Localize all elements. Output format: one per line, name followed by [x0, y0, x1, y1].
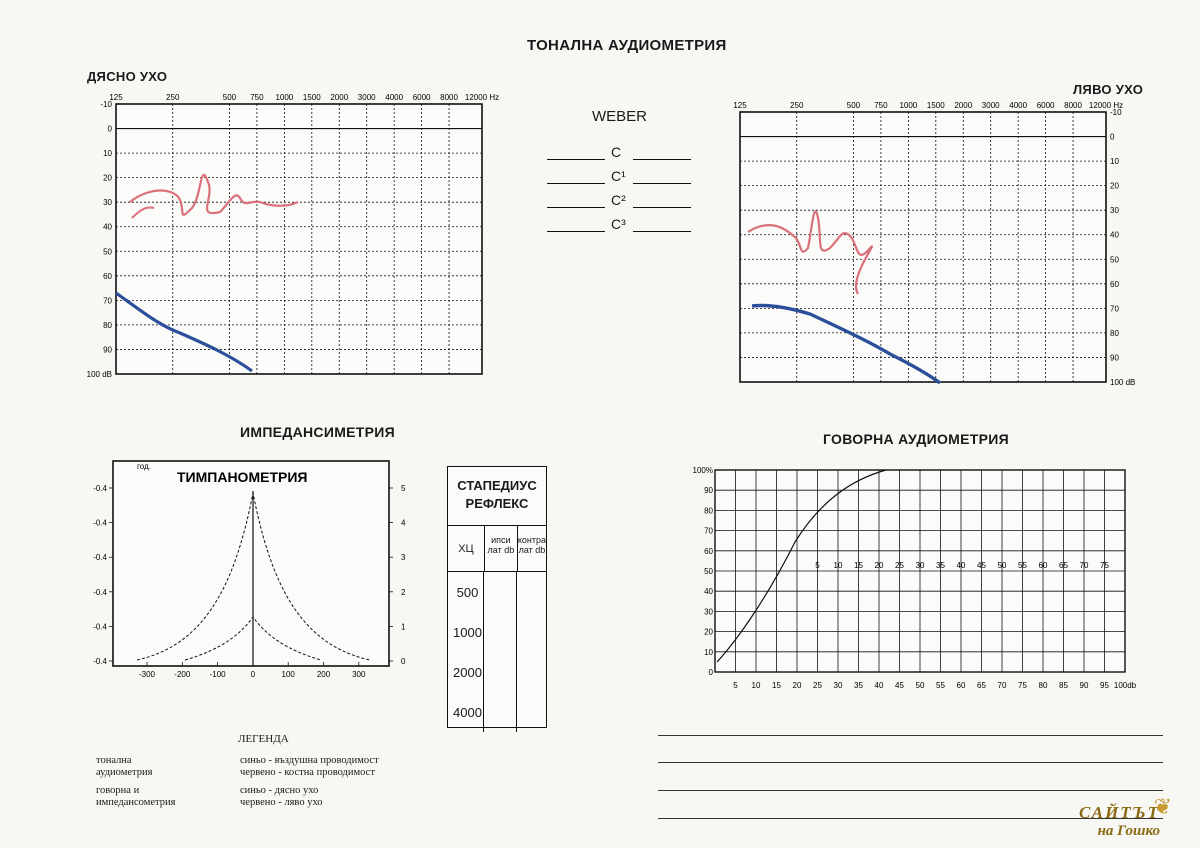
- stapedius-contra-cell[interactable]: [517, 612, 546, 652]
- tymp-right-tick: 4: [401, 518, 406, 528]
- stapedius-contra-cell[interactable]: [517, 652, 546, 692]
- db-tick-label: 50: [1110, 255, 1119, 265]
- stapedius-header: [448, 526, 546, 572]
- speech-mid-tick: 20: [874, 561, 884, 570]
- speech-mid-tick: 75: [1100, 561, 1109, 570]
- watermark-line-2: на Гошко: [1097, 823, 1160, 839]
- right-ear-title: ДЯСНО УХО: [87, 69, 168, 84]
- speech-x-tick: 45: [895, 681, 904, 690]
- page-title: ТОНАЛНА АУДИОМЕТРИЯ: [527, 37, 727, 54]
- speech-x-tick: 30: [833, 681, 843, 690]
- weber-blank-left[interactable]: [547, 231, 605, 232]
- weber-label: C: [611, 144, 622, 160]
- audiogram-db-labels: [87, 100, 113, 379]
- freq-tick-label: 1500: [926, 101, 945, 110]
- speech-y-tick: 20: [704, 627, 713, 637]
- left-ear-title: ЛЯВО УХО: [1073, 82, 1144, 97]
- freq-tick-label: 3000: [357, 93, 376, 102]
- weber-blank-left[interactable]: [547, 159, 605, 160]
- note-line-2: [658, 762, 1163, 763]
- speech-x-tick: 85: [1059, 681, 1068, 690]
- weber-row: [547, 136, 707, 160]
- speech-x-tick: 90: [1079, 681, 1089, 690]
- legend-tonal-values: [240, 755, 379, 779]
- stapedius-freq: 2000: [448, 652, 484, 692]
- db-tick-label: 0: [1110, 132, 1115, 142]
- stapedius-row: [448, 612, 546, 652]
- stapedius-freq: 4000: [448, 692, 484, 732]
- freq-tick-label: 6000: [412, 93, 431, 102]
- speech-title: ГОВОРНА АУДИОМЕТРИЯ: [823, 431, 1009, 447]
- impedance-title: ИМПЕДАНСИМЕТРИЯ: [240, 424, 396, 440]
- speech-x-tick: 55: [936, 681, 945, 690]
- db-tick-label: 10: [103, 149, 112, 159]
- freq-tick-label: 12000 Hz: [464, 93, 500, 102]
- db-tick-label: 40: [1110, 230, 1119, 240]
- stapedius-title: СТАПЕДИУС РЕФЛЕКС: [448, 467, 546, 526]
- weber-blank-right[interactable]: [633, 159, 691, 160]
- tymp-x-tick: 200: [316, 670, 331, 679]
- db-tick-label: 70: [1110, 304, 1119, 314]
- legend-left-ear: червено - ляво ухо: [240, 797, 323, 808]
- freq-tick-label: 2000: [330, 93, 349, 102]
- db-tick-label: 90: [1110, 353, 1119, 363]
- freq-tick-label: 1000: [899, 101, 918, 110]
- tymp-left-tick: -0.4: [93, 484, 107, 493]
- db-tick-label: 20: [1110, 181, 1119, 191]
- freq-tick-label: 8000: [440, 93, 458, 102]
- speech-grid: [715, 470, 1125, 672]
- tympanometry-frame: [113, 461, 389, 666]
- tymp-right-tick: 0: [401, 657, 406, 666]
- stapedius-freq: 500: [448, 572, 484, 612]
- speech-mid-tick: 35: [936, 561, 945, 570]
- tymp-x-tick: -200: [174, 670, 191, 679]
- stapedius-ipsi-cell[interactable]: [484, 652, 517, 692]
- freq-tick-label: 250: [166, 93, 180, 102]
- db-tick-label: 60: [1110, 279, 1119, 289]
- ipsi-header: ипси лат db: [485, 526, 518, 571]
- tymp-left-tick: -0.4: [93, 518, 107, 528]
- stapedius-row: [448, 572, 546, 612]
- speech-mid-tick: 60: [1038, 561, 1048, 570]
- freq-tick-label: 1500: [302, 93, 321, 102]
- db-tick-label: -10: [100, 100, 112, 109]
- speech-y-tick: 60: [704, 546, 713, 556]
- speech-x-tick: 70: [997, 681, 1007, 690]
- right-ear-audiogram: [80, 90, 520, 385]
- audiogram-freq-labels: [733, 101, 1123, 110]
- stapedius-contra-cell[interactable]: [517, 692, 546, 732]
- tymp-x-tick: -100: [209, 670, 226, 679]
- tymp-x-tick: 0: [250, 670, 256, 679]
- weber-row: [547, 160, 707, 184]
- freq-tick-label: 3000: [981, 101, 1000, 110]
- speech-y-tick: 80: [704, 506, 713, 516]
- stapedius-ipsi-cell[interactable]: [484, 612, 517, 652]
- weber-blank-left[interactable]: [547, 207, 605, 208]
- speech-x-tick: 25: [813, 681, 822, 690]
- speech-mid-tick: 55: [1018, 561, 1027, 570]
- speech-y-tick: 90: [704, 486, 713, 496]
- stapedius-freq: 1000: [448, 612, 484, 652]
- tymp-left-tick: -0.4: [93, 622, 107, 632]
- db-tick-label: 10: [1110, 157, 1119, 167]
- freq-tick-label: 250: [790, 101, 804, 110]
- weber-label: C³: [611, 216, 626, 232]
- speech-y-tick: 30: [704, 607, 713, 617]
- db-tick-label: 80: [1110, 328, 1119, 338]
- speech-mid-tick: 5: [815, 561, 820, 570]
- db-tick-label: 90: [103, 345, 112, 355]
- speech-y-tick: 10: [704, 647, 713, 657]
- speech-y-tick: 70: [704, 526, 713, 536]
- freq-tick-label: 4000: [1009, 101, 1028, 110]
- watermark-line-1: САЙТЪТ: [1079, 803, 1160, 822]
- speech-mid-tick: 25: [895, 561, 904, 570]
- weber-blank-right[interactable]: [633, 183, 691, 184]
- speech-x-tick: 100db: [1113, 681, 1137, 690]
- freq-tick-label: 500: [846, 101, 861, 110]
- db-tick-label: 100 dB: [1110, 378, 1136, 387]
- stapedius-row: [448, 652, 546, 692]
- freq-tick-label: 2000: [954, 101, 973, 110]
- tymp-right-tick: 2: [401, 587, 406, 597]
- speech-y-tick: 100%: [692, 466, 713, 475]
- speech-y-tick: 0: [708, 668, 713, 677]
- speech-mid-tick: 15: [854, 561, 863, 570]
- speech-x-tick: 80: [1038, 681, 1048, 690]
- speech-x-tick: 40: [874, 681, 884, 690]
- freq-tick-label: 750: [874, 101, 888, 110]
- weber-row: [547, 184, 707, 208]
- corner-label: год.: [137, 462, 151, 471]
- audiogram-db-labels: [1110, 108, 1135, 387]
- freq-tick-label: 750: [250, 93, 264, 102]
- weber-label: C¹: [611, 168, 626, 184]
- speech-mid-tick: 50: [997, 561, 1007, 570]
- speech-mid-tick: 30: [915, 561, 925, 570]
- tympanometry-chart: [85, 455, 405, 685]
- contra-header: контра лат db: [517, 535, 546, 555]
- tympanometry-title: ТИМПАНОМЕТРИЯ: [177, 469, 308, 485]
- speech-mid-tick: 45: [977, 561, 986, 570]
- tymp-x-tick: 100: [281, 670, 295, 679]
- legend-bone-conduction: червено - костна проводимост: [240, 767, 375, 778]
- speech-mid-tick: 10: [833, 561, 843, 570]
- stapedius-contra-cell[interactable]: [517, 572, 546, 612]
- db-tick-label: 100 dB: [86, 370, 112, 379]
- legend-speech: говорна и импедансометрия: [96, 785, 176, 808]
- legend-title: ЛЕГЕНДА: [238, 733, 289, 745]
- tymp-x-tick: -300: [138, 670, 156, 679]
- db-tick-label: 80: [103, 320, 112, 330]
- speech-x-tick: 15: [772, 681, 781, 690]
- speech-x-tick: 75: [1018, 681, 1027, 690]
- freq-tick-label: 12000 Hz: [1088, 101, 1124, 110]
- audiogram-frame: [740, 112, 1106, 382]
- db-tick-label: 0: [107, 124, 112, 134]
- db-tick-label: 30: [1110, 206, 1119, 216]
- weber-blank-right[interactable]: [633, 207, 691, 208]
- freq-tick-label: 125: [109, 93, 123, 102]
- speech-x-tick: 65: [977, 681, 986, 690]
- stapedius-ipsi-cell[interactable]: [484, 692, 517, 732]
- legend-tonal: тонална аудиометрия: [96, 755, 153, 778]
- speech-mid-tick: 65: [1059, 561, 1068, 570]
- tymp-left-tick: -0.4: [93, 587, 107, 597]
- speech-x-tick: 5: [733, 681, 738, 690]
- speech-x-tick: 60: [956, 681, 966, 690]
- speech-audiometry-chart: [692, 462, 1140, 702]
- audiogram-freq-labels: [109, 93, 499, 102]
- freq-tick-label: 8000: [1064, 101, 1082, 110]
- speech-y-tick: 40: [704, 587, 713, 597]
- db-tick-label: 70: [103, 296, 112, 306]
- tymp-x-tick: 300: [352, 670, 366, 679]
- weber-label: C²: [611, 192, 626, 208]
- speech-x-tick: 10: [751, 681, 761, 690]
- legend-right-ear: синьо - дясно ухо: [240, 785, 319, 796]
- speech-mid-tick: 40: [956, 561, 966, 570]
- db-tick-label: -10: [1110, 108, 1122, 117]
- db-tick-label: 50: [103, 247, 112, 257]
- stapedius-row: [448, 692, 546, 732]
- speech-mid-tick: 70: [1079, 561, 1089, 570]
- freq-tick-label: 1000: [275, 93, 294, 102]
- tymp-right-tick: 3: [401, 553, 406, 563]
- speech-x-tick: 35: [854, 681, 863, 690]
- weber-table: [547, 136, 707, 232]
- tymp-right-tick: 1: [401, 622, 406, 632]
- weber-row: [547, 208, 707, 232]
- tymp-left-tick: -0.4: [93, 657, 107, 666]
- db-tick-label: 30: [103, 198, 112, 208]
- hz-header: ХЦ: [448, 526, 485, 571]
- legend-air-conduction: синьо - въздушна проводимост: [240, 755, 379, 766]
- butterfly-icon: ❦: [1153, 794, 1172, 819]
- stapedius-reflex-table: [447, 466, 547, 728]
- audiogram-frame: [116, 104, 482, 374]
- stapedius-ipsi-cell[interactable]: [484, 572, 517, 612]
- db-tick-label: 60: [103, 271, 112, 281]
- freq-tick-label: 125: [733, 101, 747, 110]
- left-ear-audiogram: [730, 98, 1170, 393]
- speech-x-tick: 50: [915, 681, 925, 690]
- weber-title: WEBER: [592, 108, 648, 125]
- tymp-left-tick: -0.4: [93, 553, 107, 563]
- note-line-3: [658, 790, 1163, 791]
- freq-tick-label: 4000: [385, 93, 404, 102]
- db-tick-label: 40: [103, 222, 112, 232]
- tymp-right-tick: 5: [401, 484, 406, 493]
- weber-blank-left[interactable]: [547, 183, 605, 184]
- note-line-1: [658, 735, 1163, 736]
- speech-x-tick: 20: [792, 681, 802, 690]
- legend-speech-values: [240, 785, 323, 809]
- freq-tick-label: 6000: [1036, 101, 1055, 110]
- weber-blank-right[interactable]: [633, 231, 691, 232]
- freq-tick-label: 500: [222, 93, 237, 102]
- site-watermark: [1079, 803, 1160, 840]
- db-tick-label: 20: [103, 173, 112, 183]
- speech-x-tick: 95: [1100, 681, 1109, 690]
- speech-y-tick: 50: [704, 567, 713, 576]
